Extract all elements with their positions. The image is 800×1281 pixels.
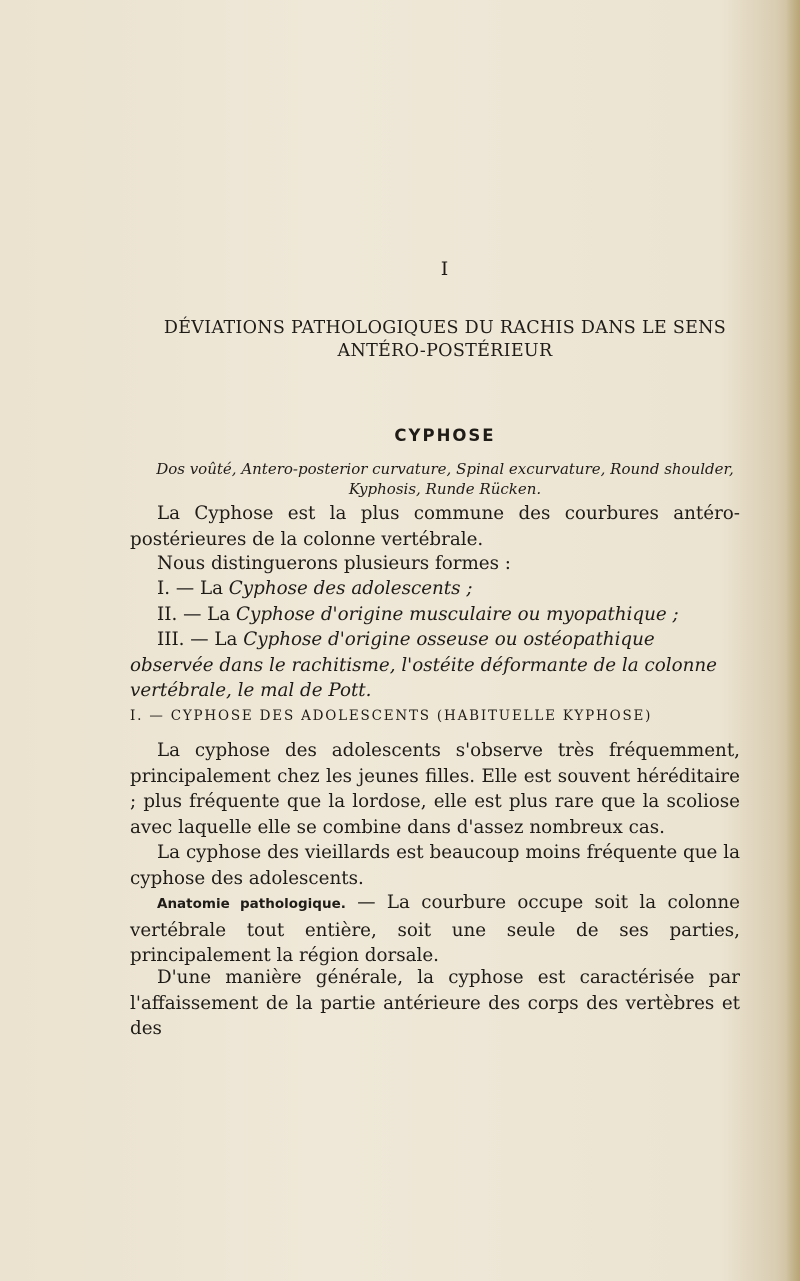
intro-paragraph: La Cyphose est la plus commune des courbures antéro-postérieures de la colonne vertébrale. — [130, 503, 740, 550]
section-synonyms — [130, 459, 760, 499]
paragraph-block — [130, 965, 740, 1042]
form-item-prefix: La — [214, 629, 238, 650]
form-item-prefix: La — [199, 578, 223, 599]
form-item-text: Cyphose d'origine musculaire ou myopathique ; — [236, 603, 679, 625]
chapter-title — [130, 317, 760, 363]
form-item-prefix: La — [207, 603, 231, 625]
form-item-number: I. — — [157, 578, 195, 599]
anatomy-paragraph-block — [130, 890, 740, 969]
forms-list — [130, 576, 740, 704]
intro-paragraph-block — [130, 501, 740, 552]
synonyms-line1: Dos voûté, Antero-posterior curvature, Spinal excurvature, Round shoulder, — [156, 460, 734, 478]
subsection-paragraph: La cyphose des vieillards est beaucoup moins fréquente que la cyphose des adolescents. — [130, 842, 740, 889]
subsection-heading: I. — CYPHOSE DES ADOLESCENTS (HABITUELLE KYPHOSE) — [130, 708, 653, 724]
subsection-paragraph: D'une manière générale, la cyphose est caractérisée par l'affaissement de la partie antérieure des corps des vertèbres et des — [130, 967, 740, 1039]
synonyms-line2: Kyphosis, Runde Rücken. — [348, 480, 542, 498]
paragraph-block — [130, 738, 740, 840]
anatomy-paragraph — [130, 890, 740, 969]
chapter-number: I — [440, 258, 450, 280]
anatomy-text: — La courbure occupe soit la colonne vertébrale tout entière, soit une seule de ses parties, principalement la région dorsale. — [130, 892, 740, 966]
anatomy-lead: Anatomie pathologique. — [157, 896, 346, 912]
form-item — [130, 576, 740, 602]
form-item — [130, 627, 740, 704]
forms-intro: Nous distinguerons plusieurs formes : — [157, 553, 511, 574]
page-edge-shadow — [786, 0, 800, 1281]
section-heading: CYPHOSE — [394, 426, 496, 445]
chapter-title-line1: DÉVIATIONS PATHOLOGIQUES DU RACHIS DANS LE SENS — [163, 318, 727, 338]
form-item — [130, 602, 740, 628]
chapter-title-line2: ANTÉRO-POSTÉRIEUR — [337, 341, 553, 361]
form-item-text: Cyphose d'origine osseuse ou ostéopathique observée dans le rachitisme, l'ostéite déformante de la colonne vertébrale, le mal de Pott. — [130, 629, 717, 701]
form-item-number: III. — — [157, 629, 209, 650]
form-item-number: II. — — [157, 603, 202, 625]
paragraph-block — [130, 840, 740, 891]
subsection-paragraph: La cyphose des adolescents s'observe très fréquemment, principalement chez les jeunes filles. Elle est souvent héréditaire ; plus fréquente que la lordose, elle est plus rare que la scoliose avec laquelle elle se combine dans d'assez nombreux cas. — [130, 740, 740, 838]
form-item-text: Cyphose des adolescents ; — [228, 578, 473, 599]
forms-intro-block — [130, 551, 740, 577]
